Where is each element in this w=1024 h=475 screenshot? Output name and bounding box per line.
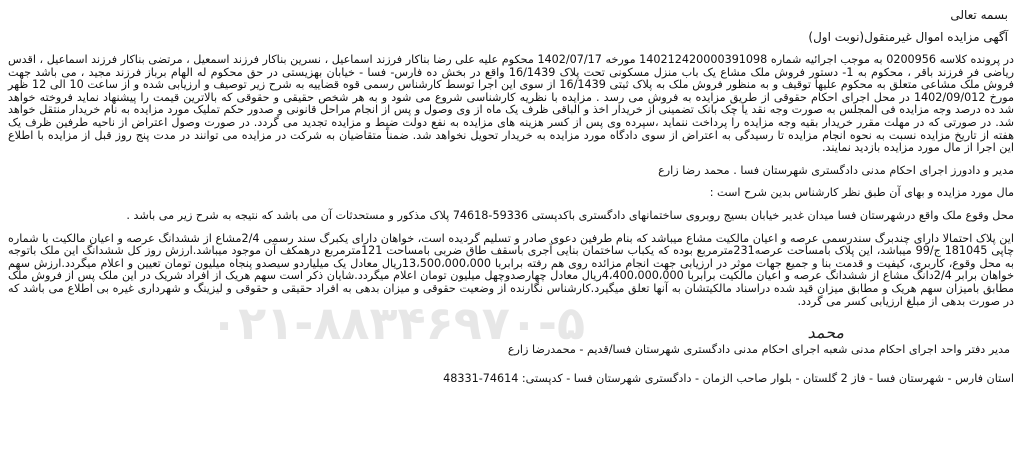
signature-executor: مدیر و دادورز اجرای احکام مدنی دادگستری شهرستان فسا . محمد رضا زارع: [658, 163, 1014, 177]
notice-body-paragraph: در پرونده کلاسه 0200956 به موجب اجرائیه شماره 140212420000391098 مورخه 1402/07/17 محکوم علیه علی رضا بناکار فرزند اسماعیل ، نسرین بناکار فرزند اسمعیل ، مرتضی بناکار فرزند اسماعیل ، اقدس ریاضی فر فرزند باقر ، محکوم به 1- دستور فروش ملک مشاع یک باب منزل مسکونی تحت پلاک 16/1439 واقع در بخش ده فارس- فسا - خیابان بهزیستی در حق محکوم له الهام برباز فرزند مجید ، می باشد جهت فروش ملک مشاعی متعلق به محکوم علیها توقیف و به منظور فروش ملک به پلاک ثبتی 16/1439 از سوی این اجرا توسط کارشناس رسمی قوه قضاییه به شرح زیر توصیف و ارزیابی شده و از ساعت 10 الی 12 ظهر مورخ 1402/09/012 در محل اجرای احکام حقوقی از طریق مزایده به فروش می رسد . مزایده با نظریه کارشناسی شروع می شود و به هر شخص حقیقی و حقوقی که بالاترین قیمت را پیشنهاد نماید فروخته خواهد شد ده درصد وجه مزایده فی المجلس به صورت وجه نقد یا چک بانک تضمینی از خریدار اخذ و الباقی ظرف یک ماه از وی وصول و پس از انجام مراحل قانونی و صدور حکم تملیک مورد مزایده به نام خریدار منتقل خواهد شد. در صورتی که در مهلت مقرر خریدار بقیه وجه مزایده را پرداخت ننماید ،سپرده وی پس از کسر هزینه های مزایده به نفع دولت ضبط و مزایده تجدید می گردد. در صورت وصول اعتراض از ناحیه طرفین ظرف یک هفته از تاریخ مزایده نسبت به نحوه انجام مزایده تا رسیدگی به اعتراض از سوی دادگاه مورد مزایده به خریدار تحویل نخواهد شد. ضمناً متقاضیان به شرکت در مزایده می توانند در مدت پنج روز قبل از مزایده با اطلاع این اجرا از مال مورد مزایده بازدید نمایند.: [8, 53, 1015, 155]
watermark-phone: ۰۲۱-۸۸۳۴۶۹۷۰-۵: [210, 296, 586, 350]
notice-title: آگهی مزایده اموال غیرمنقول(نوبت اول): [808, 30, 1008, 44]
property-location: محل وقوع ملک واقع درشهرستان فسا میدان غدیر خیابان بسیج روبروی ساختمانهای دادگستری باکدپستی 59336-74618 پلاک مذکور و مستحدثات آن می باشد که نتیجه به شرح زیر می باشد .: [126, 208, 1014, 222]
basmala: بسمه تعالی: [950, 8, 1008, 22]
office-address: استان فارس - شهرستان فسا - فاز 2 گلستان - بلوار صاحب الزمان - دادگستری شهرستان فسا - کدپستی: 74614-48331: [443, 371, 1014, 385]
appraisal-subject: مال مورد مزایده و بهای آن طبق نظر کارشناس بدین شرح است :: [709, 186, 1014, 200]
signature-office-manager: مدیر دفتر واحد اجرای احکام مدنی شعبه اجرای احکام مدنی دادگستری شهرستان فسا/قدیم - محمدرضا زارع: [507, 343, 1010, 357]
appraisal-description: این پلاک احتمالا دارای چندبرگ سندرسمی عرصه و اعیان مالکیت مشاع میباشد که بنام طرفین دعوی صادر و تسلیم گردیده است، خواهان دارای یکبرگ سند رسمی 2/4مشاع از ششدانگ عرصه و اعیان مالکیت با شماره چاپی 181045 ج/99 میباشد، این پلاک بامساحت عرصه231مترمربع بوده که یکباب ساختمان بنایی آجری باسقف طاق ضربی بامساحت 121مترمربع درهمکف آن موجود میباشد.ارزش روز کل ششدانگ این ملک باتوجه به محل وقوع، کاربری، کیفیت و قدمت بنا و جمیع جهات موثر در ارزیابی جهت انجام مزائده روی هم رفته برابربا 13،500،000،000ریال معادل یک میلیاردو سیصدو پنجاه میلیون تومان تعیین و اعلام میگردد.ارزش سهم خواهان برابر 2/4دانگ مشاع از ششدانگ عرصه و اعیان مالکیت برابربا 4،400،000،000ریال معادل چهارصدوچهل میلیون تومان اعلام میگردد.شایان ذکر است سهم هریک از افراد شریک در این ملک پس از فروش ملک مطابق بامیزان سهم هریک و مطابق میزان قید شده دراسناد مالکیتشان به آنها تعلق میگیرد.کارشناس نگارنده از وضعیت حقوقی و میزان بدهی به افراد حقیقی و حقوقی و لیزینگ و شهرداری غیره بی اطلاع می باشد که در صورت بدهی از مبلغ ارزیابی کسر می گردد.: [8, 231, 1014, 308]
notice-document: [8, 8, 1014, 468]
handwritten-signature: ﻣﺤﻤﺪ: [807, 323, 844, 343]
